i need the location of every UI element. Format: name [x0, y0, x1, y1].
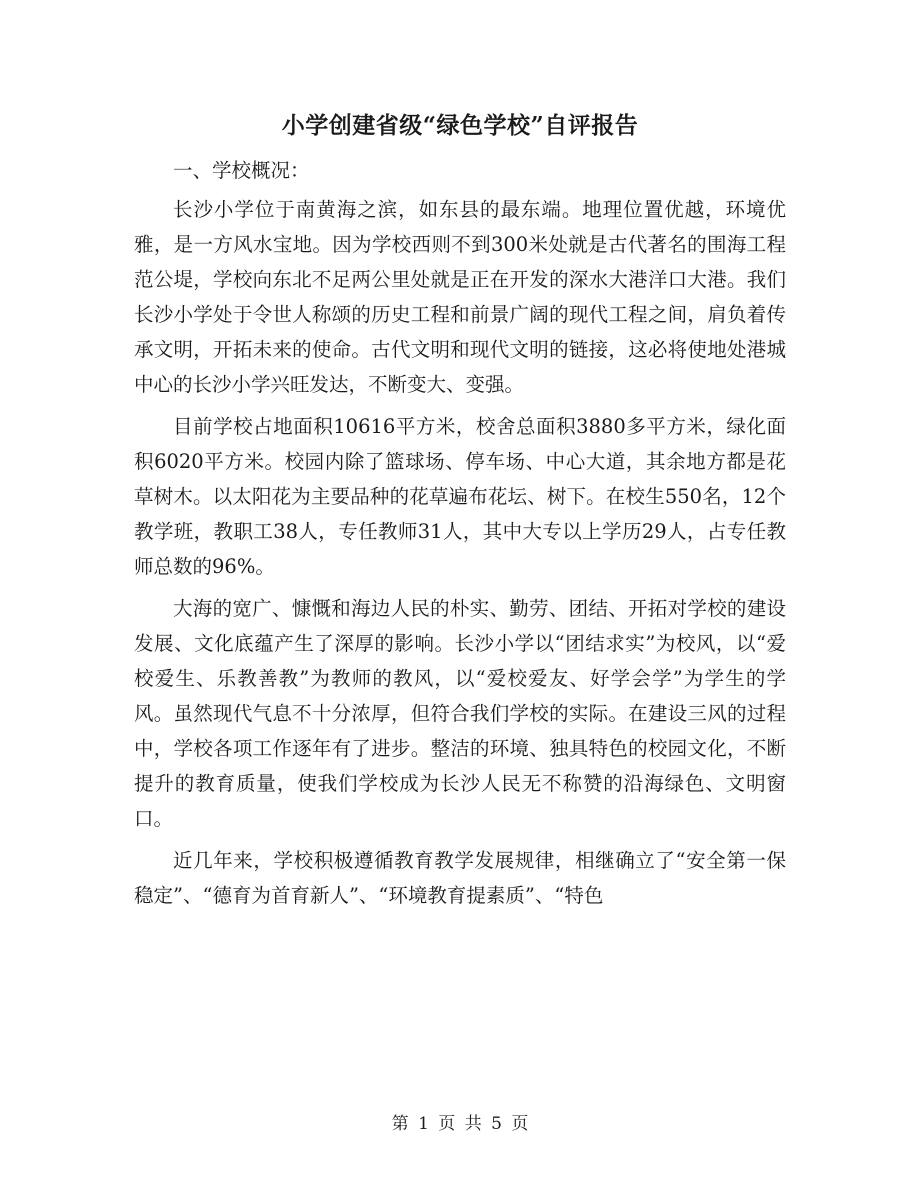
document-title: 小学创建省级“绿色学校”自评报告 [281, 112, 639, 139]
document-body [134, 153, 786, 920]
page-number-footer: 第 1 页 共 5 页 [391, 1114, 529, 1134]
paragraph-location: 长沙小学位于南黄海之滨，如东县的最东端。地理位置优越，环境优雅，是一方风水宝地。因为学校西则不到300米处就是古代著名的围海工程范公堤，学校向东北不足两公里处就是正在开发的深水大港洋口大港。我们长沙小学处于令世人称颂的历史工程和前景广阔的现代工程之间，肩负着传承文明，开拓未来的使命。古代文明和现代文明的链接，这必将使地处港城中心的长沙小学兴旺发达，不断变大、变强。 [134, 198, 786, 396]
paragraph-facilities: 目前学校占地面积10616平方米，校舍总面积3880多平方米，绿化面积6020平方米。校园内除了篮球场、停车场、中心大道，其余地方都是花草树木。以太阳花为主要品种的花草遍布花坛、树下。在校生550名，12个教学班，教职工38人，专任教师31人，其中大专以上学历29人，占专任教师总数的96%。 [134, 415, 786, 578]
paragraph-recent-years: 近几年来，学校积极遵循教育教学发展规律，相继确立了“安全第一保稳定”、“德育为首育新人”、“环境教育提素质”、“特色 [134, 849, 786, 907]
paragraph-school-culture: 大海的宽广、慷慨和海边人民的朴实、勤劳、团结、开拓对学校的建设发展、文化底蕴产生了深厚的影响。长沙小学以“团结求实”为校风，以“爱校爱生、乐教善教”为教师的教风，以“爱校爱友、好学会学”为学生的学风。虽然现代气息不十分浓厚，但符合我们学校的实际。在建设三风的过程中，学校各项工作逐年有了进步。整洁的环境、独具特色的校园文化，不断提升的教育质量，使我们学校成为长沙人民无不称赞的沿海绿色、文明窗口。 [134, 597, 786, 830]
section-heading: 一、学校概况： [173, 159, 310, 182]
